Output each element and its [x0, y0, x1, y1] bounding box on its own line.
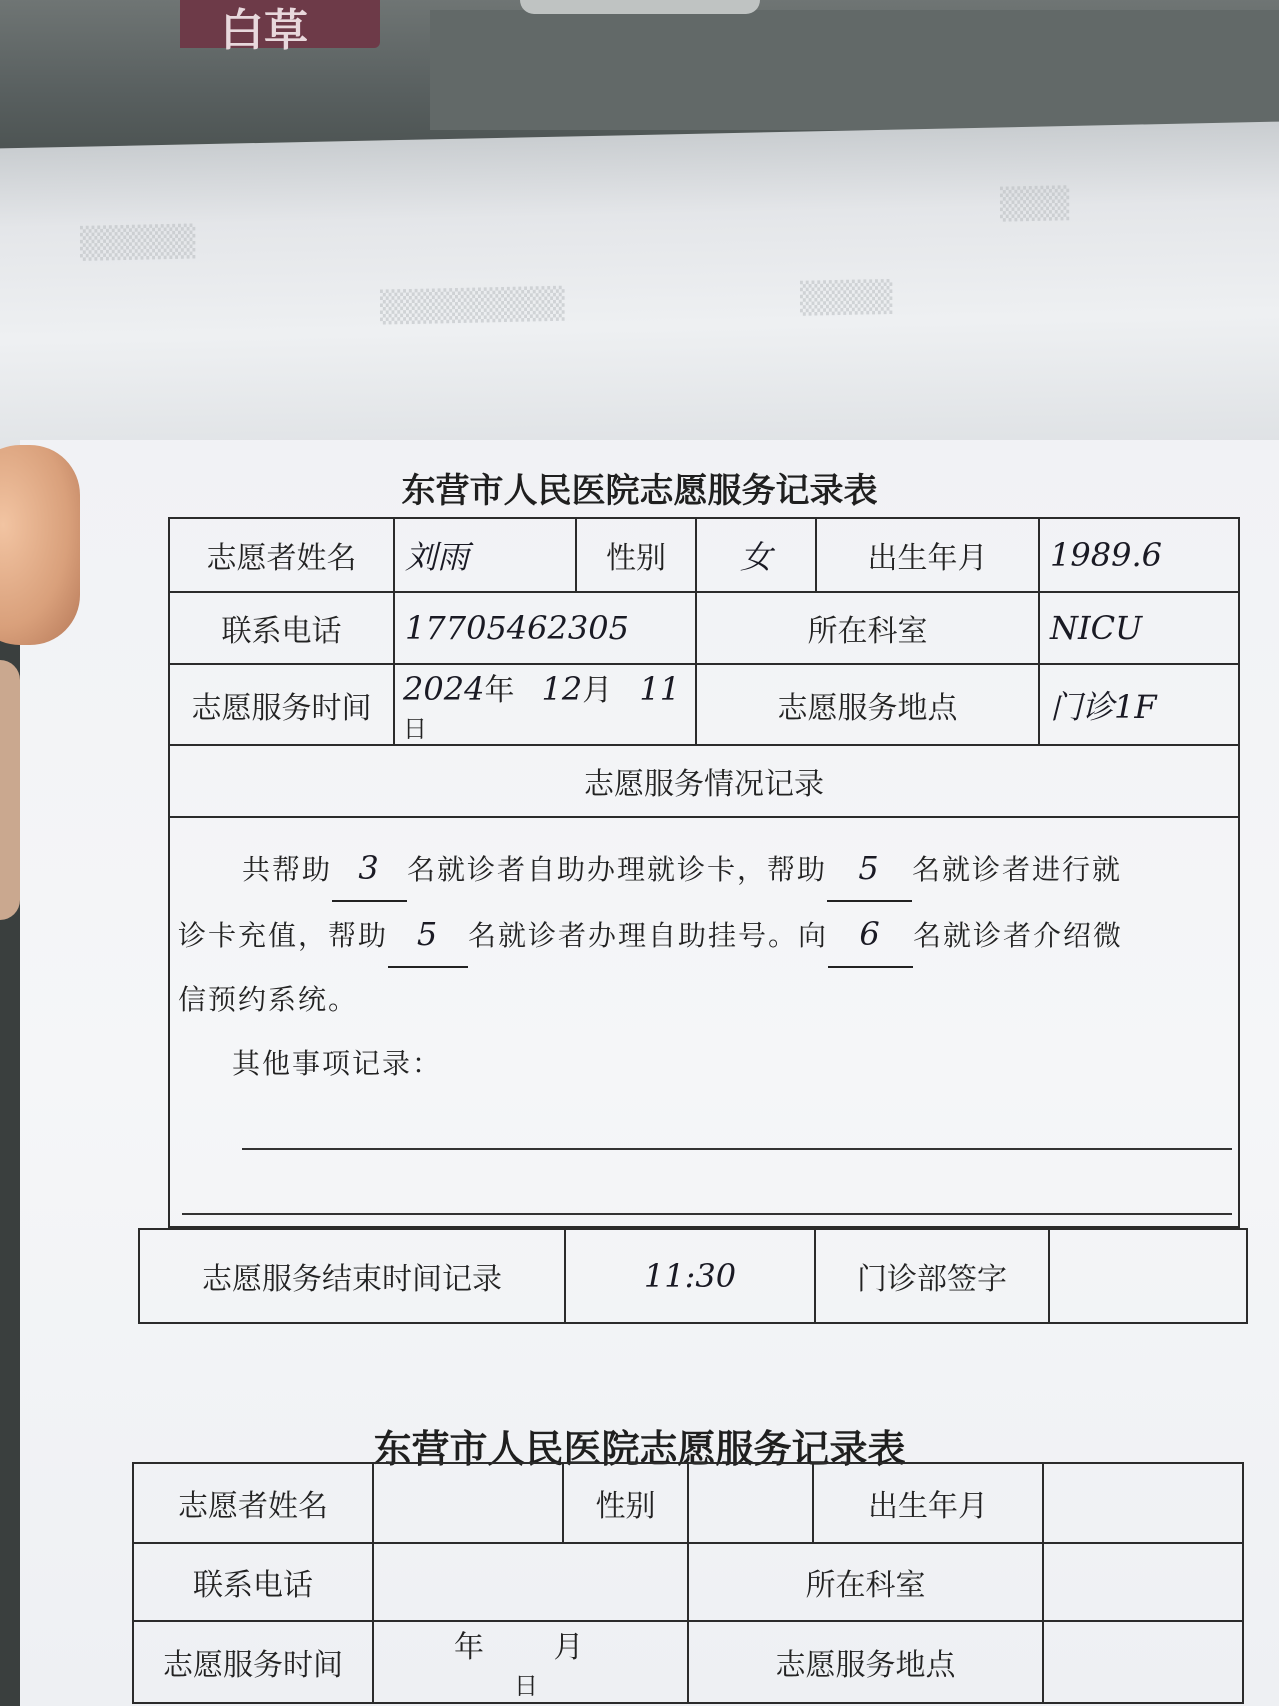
blank-wechat: 6	[828, 902, 913, 968]
blank-cards: 3	[332, 836, 407, 902]
day-unit: 日	[403, 715, 427, 743]
form2-gender-value	[688, 1463, 813, 1543]
background-cup	[520, 0, 760, 14]
time-label: 志愿服务时间	[169, 664, 394, 745]
form2-birth-value	[1043, 1463, 1243, 1543]
name-label: 志愿者姓名	[169, 518, 394, 592]
form2-phone-value	[373, 1543, 688, 1621]
gender-value: 女	[696, 518, 816, 592]
sign-value	[1049, 1229, 1247, 1323]
phone-label: 联系电话	[169, 592, 394, 664]
form2-name-value	[373, 1463, 563, 1543]
birth-label: 出生年月	[816, 518, 1039, 592]
form1-header-table	[168, 517, 1240, 1228]
blank-topup: 5	[827, 836, 912, 902]
record-body	[169, 817, 1239, 1227]
form2-place-value	[1043, 1621, 1243, 1703]
record-header: 志愿服务情况记录	[169, 745, 1239, 817]
month-value: 12	[541, 670, 583, 708]
dept-value: NICU	[1039, 592, 1239, 664]
form1-title: 东营市人民医院志愿服务记录表	[401, 471, 878, 511]
background-sticker: 白草	[180, 0, 380, 48]
form2-dept-label: 所在科室	[688, 1543, 1043, 1621]
year-unit: 年	[484, 673, 515, 708]
sign-label: 门诊部签字	[815, 1229, 1049, 1323]
form2-table	[132, 1462, 1244, 1704]
form2-gender-label: 性别	[563, 1463, 688, 1543]
form2-time-label: 志愿服务时间	[133, 1621, 373, 1703]
form2-phone-label: 联系电话	[133, 1543, 373, 1621]
month-unit: 月	[582, 673, 613, 708]
year-value: 2024	[403, 670, 485, 708]
form2-month-unit: 月	[553, 1630, 584, 1665]
folded-previous-page: ▒▒▒▒▒ ▒▒▒▒▒▒▒▒ ▒▒▒▒ ▒▒▒	[0, 122, 1279, 469]
record-text: 诊卡充值，帮助	[178, 919, 389, 952]
form2-service-date	[373, 1621, 688, 1703]
record-text: 名就诊者办理自助挂号。向	[468, 919, 829, 952]
other-line-2	[182, 1213, 1232, 1215]
dept-label: 所在科室	[696, 592, 1039, 664]
form2-dept-value	[1043, 1543, 1243, 1621]
day-value: 11	[639, 670, 681, 708]
other-label: 其他事项记录：	[232, 1047, 443, 1080]
record-text: 名就诊者介绍微	[913, 919, 1124, 952]
form2-birth-label: 出生年月	[813, 1463, 1043, 1543]
form1-footer-table	[138, 1228, 1248, 1324]
record-text: 名就诊者自助办理就诊卡，帮助	[407, 853, 828, 886]
birth-value: 1989.6	[1039, 518, 1239, 592]
form2-day-unit: 日	[514, 1672, 538, 1700]
record-paragraph	[178, 836, 1230, 1096]
finger	[0, 660, 20, 920]
place-value: 门诊1F	[1039, 664, 1239, 745]
name-value: 刘雨	[394, 518, 576, 592]
background-object	[430, 10, 1279, 130]
blank-registration: 5	[388, 902, 468, 968]
form2-name-label: 志愿者姓名	[133, 1463, 373, 1543]
phone-value: 17705462305	[394, 592, 696, 664]
other-line-1	[242, 1148, 1232, 1150]
end-time-label: 志愿服务结束时间记录	[139, 1229, 565, 1323]
form2-title: 东营市人民医院志愿服务记录表	[373, 1426, 906, 1471]
gender-label: 性别	[576, 518, 696, 592]
end-time-value: 11:30	[565, 1229, 815, 1323]
form2-year-unit: 年	[454, 1630, 484, 1665]
place-label: 志愿服务地点	[696, 664, 1039, 745]
record-text: 名就诊者进行就	[912, 853, 1123, 886]
record-text: 信预约系统。	[178, 983, 359, 1016]
record-text: 共帮助	[242, 853, 333, 886]
form2-place-label: 志愿服务地点	[688, 1621, 1043, 1703]
service-date	[394, 664, 696, 745]
